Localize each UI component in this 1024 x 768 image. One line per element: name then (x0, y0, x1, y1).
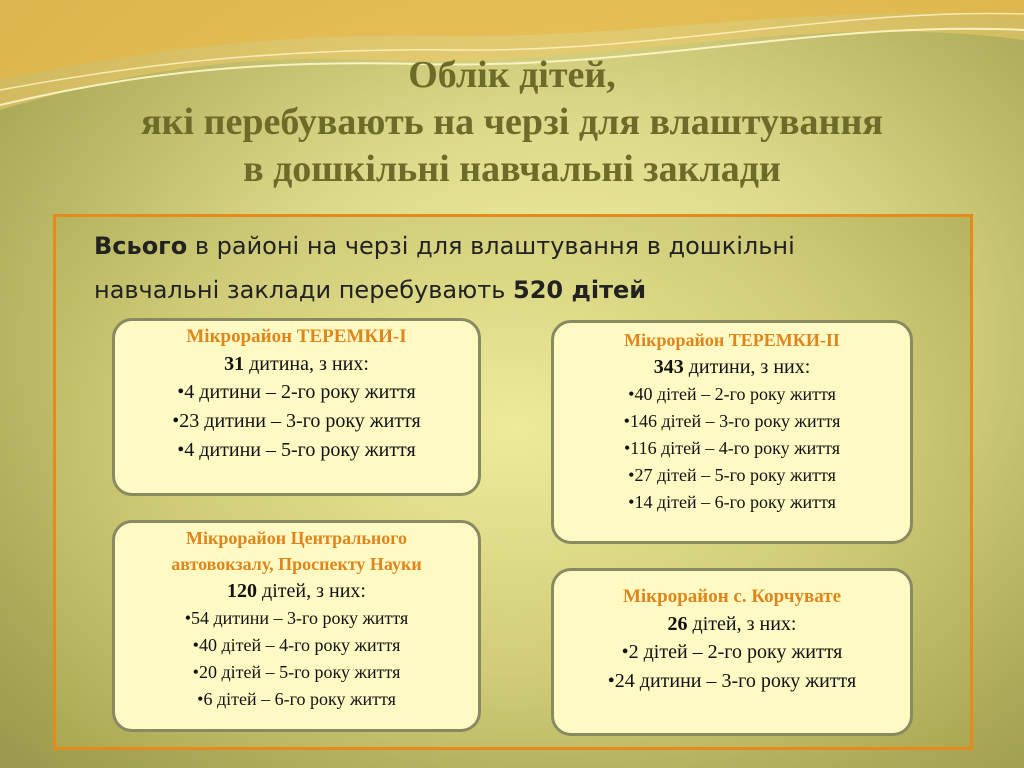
card-count (115, 577, 478, 605)
card-item: •20 дітей – 5-го року життя (192, 662, 401, 682)
card-central-bus-station (112, 520, 481, 732)
card-teremky-1 (112, 318, 481, 496)
card-item: •40 дітей – 2-го року життя (628, 384, 836, 404)
card-item: •14 дітей – 6-го року життя (628, 492, 836, 512)
card-title: автовокзалу, Проспекту Науки (171, 554, 422, 574)
card-item: •4 дитини – 5-го року життя (177, 439, 416, 461)
card-item: •40 дітей – 4-го року життя (192, 635, 401, 655)
card-item: •23 дитини – 3-го року життя (172, 410, 421, 432)
card-item: •2 дітей – 2-го року життя (621, 641, 843, 663)
card-item: •4 дитини – 2-го року життя (177, 381, 416, 403)
card-item: •54 дитини – 3-го року життя (184, 608, 409, 628)
card-count-number: 120 (227, 580, 258, 602)
title-line-1: Облік дітей, (408, 54, 616, 96)
summary-line-1 (94, 224, 974, 268)
card-item: •24 дитини – 3-го року життя (607, 670, 857, 692)
summary-text-2: навчальні заклади перебувають (94, 276, 514, 304)
card-count-text: дітей, з них: (687, 613, 797, 635)
card-count (115, 350, 478, 378)
card-count (554, 610, 910, 638)
card-title: Мікрорайон с. Корчувате (622, 586, 842, 607)
card-title: Мікрорайон Центрального (186, 528, 407, 548)
summary-text-1: в районі на черзі для влаштування в дошкільні (187, 232, 795, 260)
card-count-text: дітей, з них: (257, 580, 366, 602)
title-line-3: в дошкільні навчальні заклади (243, 148, 781, 190)
card-korchuvate (551, 568, 913, 736)
summary-bold-start: Всього (94, 232, 188, 260)
card-item: •146 дітей – 3-го року життя (623, 411, 841, 431)
card-title: Мікрорайон ТЕРЕМКИ-ІІ (624, 330, 840, 350)
summary-line-2 (94, 268, 974, 312)
card-item: •6 дітей – 6-го року життя (197, 689, 396, 709)
card-count-number: 343 (653, 356, 684, 378)
card-title: Мікрорайон ТЕРЕМКИ-І (186, 326, 407, 347)
card-count (554, 353, 910, 381)
summary-text (94, 224, 974, 312)
card-item: •116 дітей – 4-го року життя (623, 438, 841, 458)
title-line-2: які перебувають на черзі для влаштування (141, 101, 883, 143)
card-count-number: 26 (667, 613, 688, 635)
summary-total: 520 дітей (513, 276, 647, 304)
card-teremky-2 (551, 320, 913, 544)
card-count-number: 31 (224, 353, 245, 375)
page-title (0, 52, 1024, 193)
card-count-text: дитина, з них: (244, 353, 369, 375)
card-item: •27 дітей – 5-го року життя (628, 465, 836, 485)
card-count-text: дитини, з них: (683, 356, 811, 378)
